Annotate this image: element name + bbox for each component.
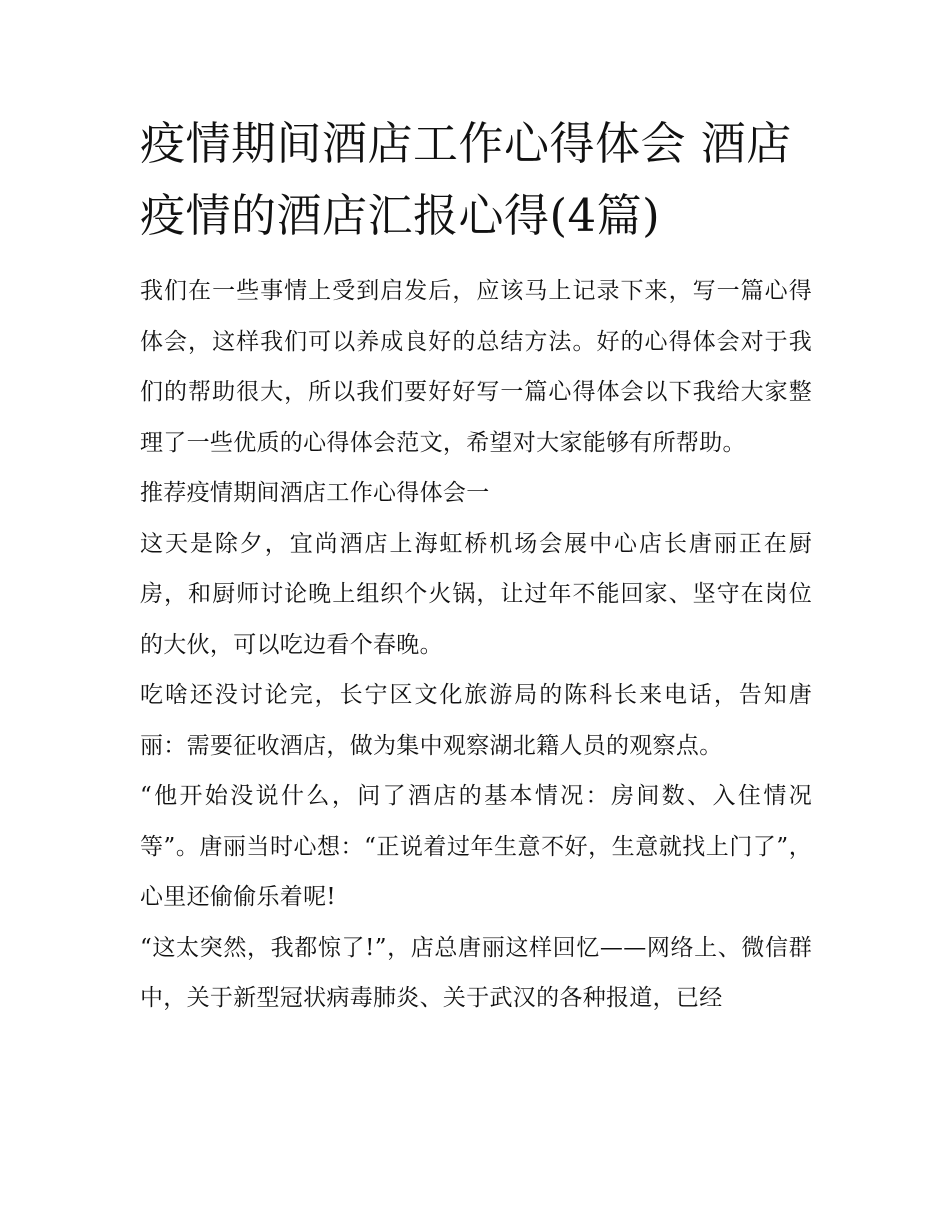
paragraph-body-1: 这天是除夕，宜尚酒店上海虹桥机场会展中心店长唐丽正在厨房，和厨师讨论晚上组织个火锅，让过年不能回家、坚守在岗位的大伙，可以吃边看个春晚。 [140, 530, 812, 658]
paragraph-body-3: “他开始没说什么，问了酒店的基本情况：房间数、入住情况等”。唐丽当时心想：“正说着过年生意不好，生意就找上门了”，心里还偷偷乐着呢! [140, 783, 812, 910]
document-title: 疫情期间酒店工作心得体会 酒店疫情的酒店汇报心得(4篇) [140, 117, 792, 242]
paragraph-body-4: “这太突然，我都惊了!”，店总唐丽这样回忆——网络上、微信群中，关于新型冠状病毒肺炎、关于武汉的各种报道，已经 [140, 934, 812, 1011]
paragraph-intro: 我们在一些事情上受到启发后，应该马上记录下来，写一篇心得体会，这样我们可以养成良好的总结方法。好的心得体会对于我们的帮助很大，所以我们要好好写一篇心得体会以下我给大家整理了一些优质的心得体会范文，希望对大家能够有所帮助。 [140, 278, 812, 456]
paragraph-body-2: 吃啥还没讨论完，长宁区文化旅游局的陈科长来电话，告知唐丽：需要征收酒店，做为集中观察湖北籍人员的观察点。 [140, 682, 812, 759]
paragraph-section-heading: 推荐疫情期间酒店工作心得体会一 [140, 480, 490, 506]
document-page [140, 108, 812, 1024]
